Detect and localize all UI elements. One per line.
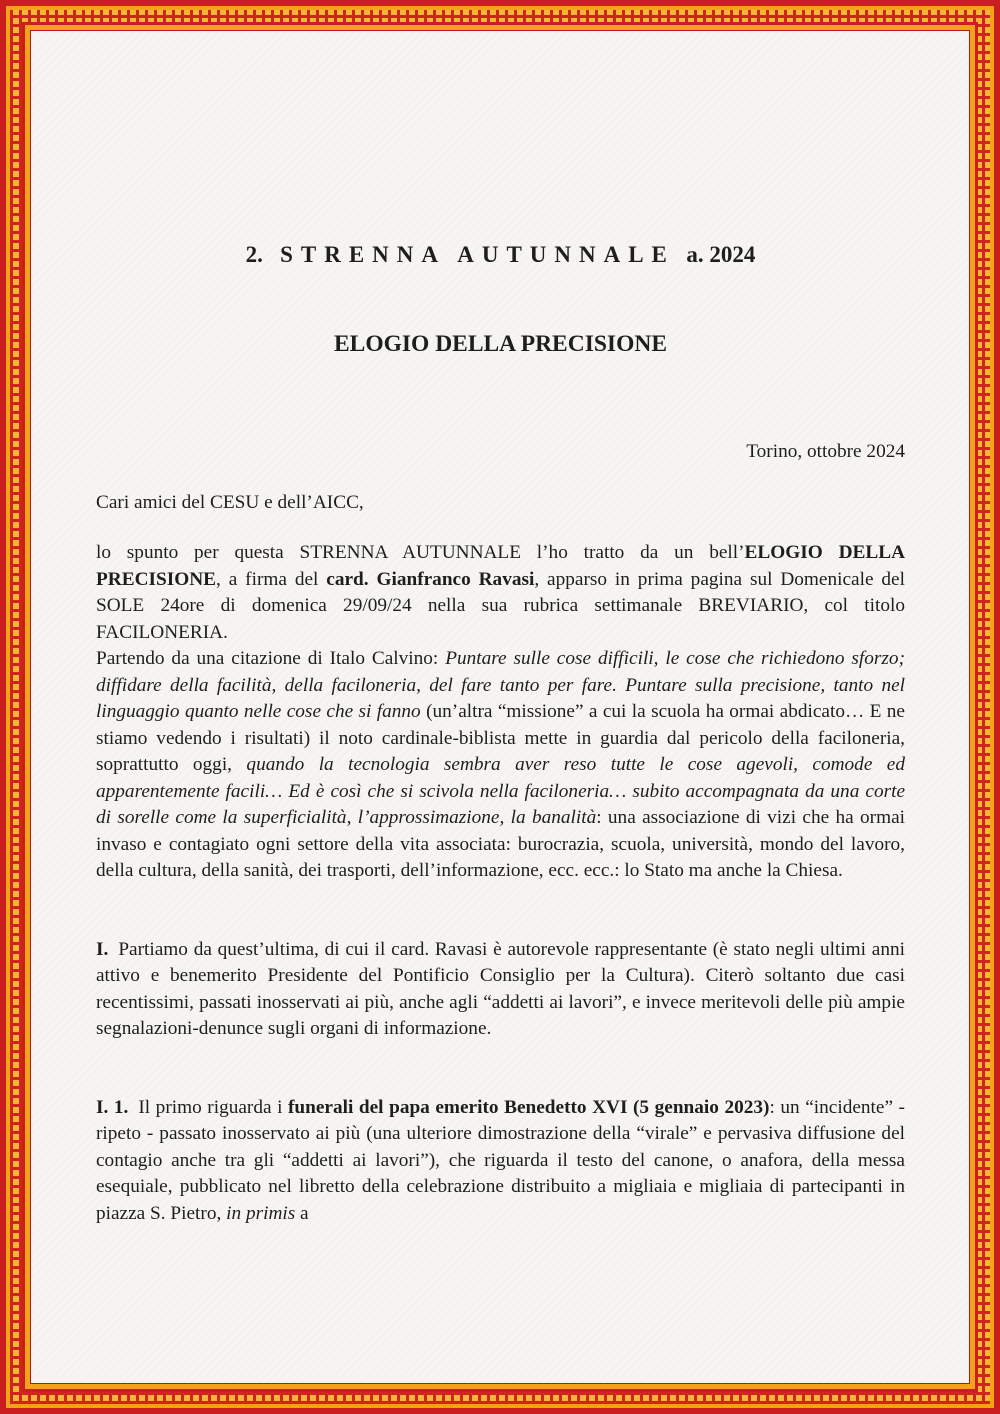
header-number: 2. [245, 242, 263, 267]
calvino-text-3: : una associazione di vizi che ha ormai invaso e contagiato ogni settore della vita associata: burocrazia, scuola, università, mondo del lavoro, della cultura, della sanità, dei trasporti, dell’informazione, ecc. ecc.: lo Stato ma anche la Chiesa. [96, 807, 905, 881]
section-1-1-text-3: a [295, 1202, 309, 1224]
section-1-1-bold-1: funerali del papa emerito Benedetto XVI (5 gennaio 2023) [288, 1096, 770, 1118]
section-1-1-text-1: Il primo riguarda i [138, 1096, 288, 1118]
section-1-1-paragraph [96, 1095, 905, 1228]
section-1-number: I. [96, 938, 109, 960]
place-date: Torino, ottobre 2024 [746, 441, 905, 462]
calvino-quote-1: Puntare sulle cose difficili, le cose che richiedono sforzo; diffidare della facilità, della faciloneria, del fare tanto per fare. Puntare sulla precisione, tanto nel linguaggio quanto nelle cose che si fanno [96, 648, 905, 722]
section-1-paragraph [96, 937, 905, 1043]
header-title: STRENNA AUTUNNALE [280, 242, 675, 267]
salutation: Cari amici del CESU e dell’AICC, [96, 491, 364, 513]
intro-paragraph [96, 540, 905, 646]
calvino-text-2: (un’altra “missione” a cui la scuola ha ormai abdicato… E ne stiamo vedendo i risultati) il noto cardinale-biblista mette in guardia dal pericolo della faciloneria, soprattutto oggi, [96, 701, 905, 775]
intro-text-1: lo spunto per questa STRENNA AUTUNNALE l’ho tratto da un bell’ [96, 542, 745, 563]
document-content [96, 230, 905, 1227]
section-1-1-number: I. 1. [96, 1096, 129, 1118]
intro-text-3: , apparso in prima pagina sul Domenicale del SOLE 24ore di domenica 29/09/24 nella sua rubrica settimanale BREVIARIO, col titolo FACILONERIA. [96, 568, 905, 643]
document-subtitle: ELOGIO DELLA PRECISIONE [333, 330, 667, 357]
section-1-text: Partiamo da quest’ultima, di cui il card. Ravasi è autorevole rappresentante (è stato negli ultimi anni attivo e benemerito Presidente del Pontificio Consiglio per la Cultura). Citerò soltanto due casi recentissimi, passati inosservati ai più, anche agli “addetti ai lavori”, e invece meritevoli delle più ampie segnalazioni-denunce sugli organi di informazione. [96, 938, 905, 1039]
calvino-text-1: Partendo da una citazione di Italo Calvino: [96, 648, 446, 669]
section-1-1-italic-1: in primis [226, 1202, 296, 1224]
calvino-quote-2: quando la tecnologia sembra aver reso tutte le cose agevoli, comode ed apparentemente facili… Ed è così che si scivola nella faciloneria… subito accompagnata da una corte di sorelle come la superficialità, l’approssimazione, la banalità [96, 754, 905, 828]
document-header [96, 242, 905, 269]
intro-bold-1: ELOGIO DELLA PRECISIONE [96, 542, 905, 590]
intro-bold-2: card. Gianfranco Ravasi [326, 568, 535, 590]
section-1-1-text-2: : un “incidente” - ripeto - passato inosservato ai più (una ulteriore dimostrazione della “virale” e pervasiva diffusione del contagio anche tra gli “addetti ai lavori”), che riguarda il testo del canone, o anafora, della messa esequiale, pubblicato nel libretto della celebrazione distribuito a migliaia e migliaia di partecipanti in piazza S. Pietro, [96, 1096, 905, 1224]
intro-text-2: , a firma del [216, 568, 327, 590]
calvino-paragraph [96, 646, 905, 885]
header-year: a. 2024 [686, 242, 756, 267]
